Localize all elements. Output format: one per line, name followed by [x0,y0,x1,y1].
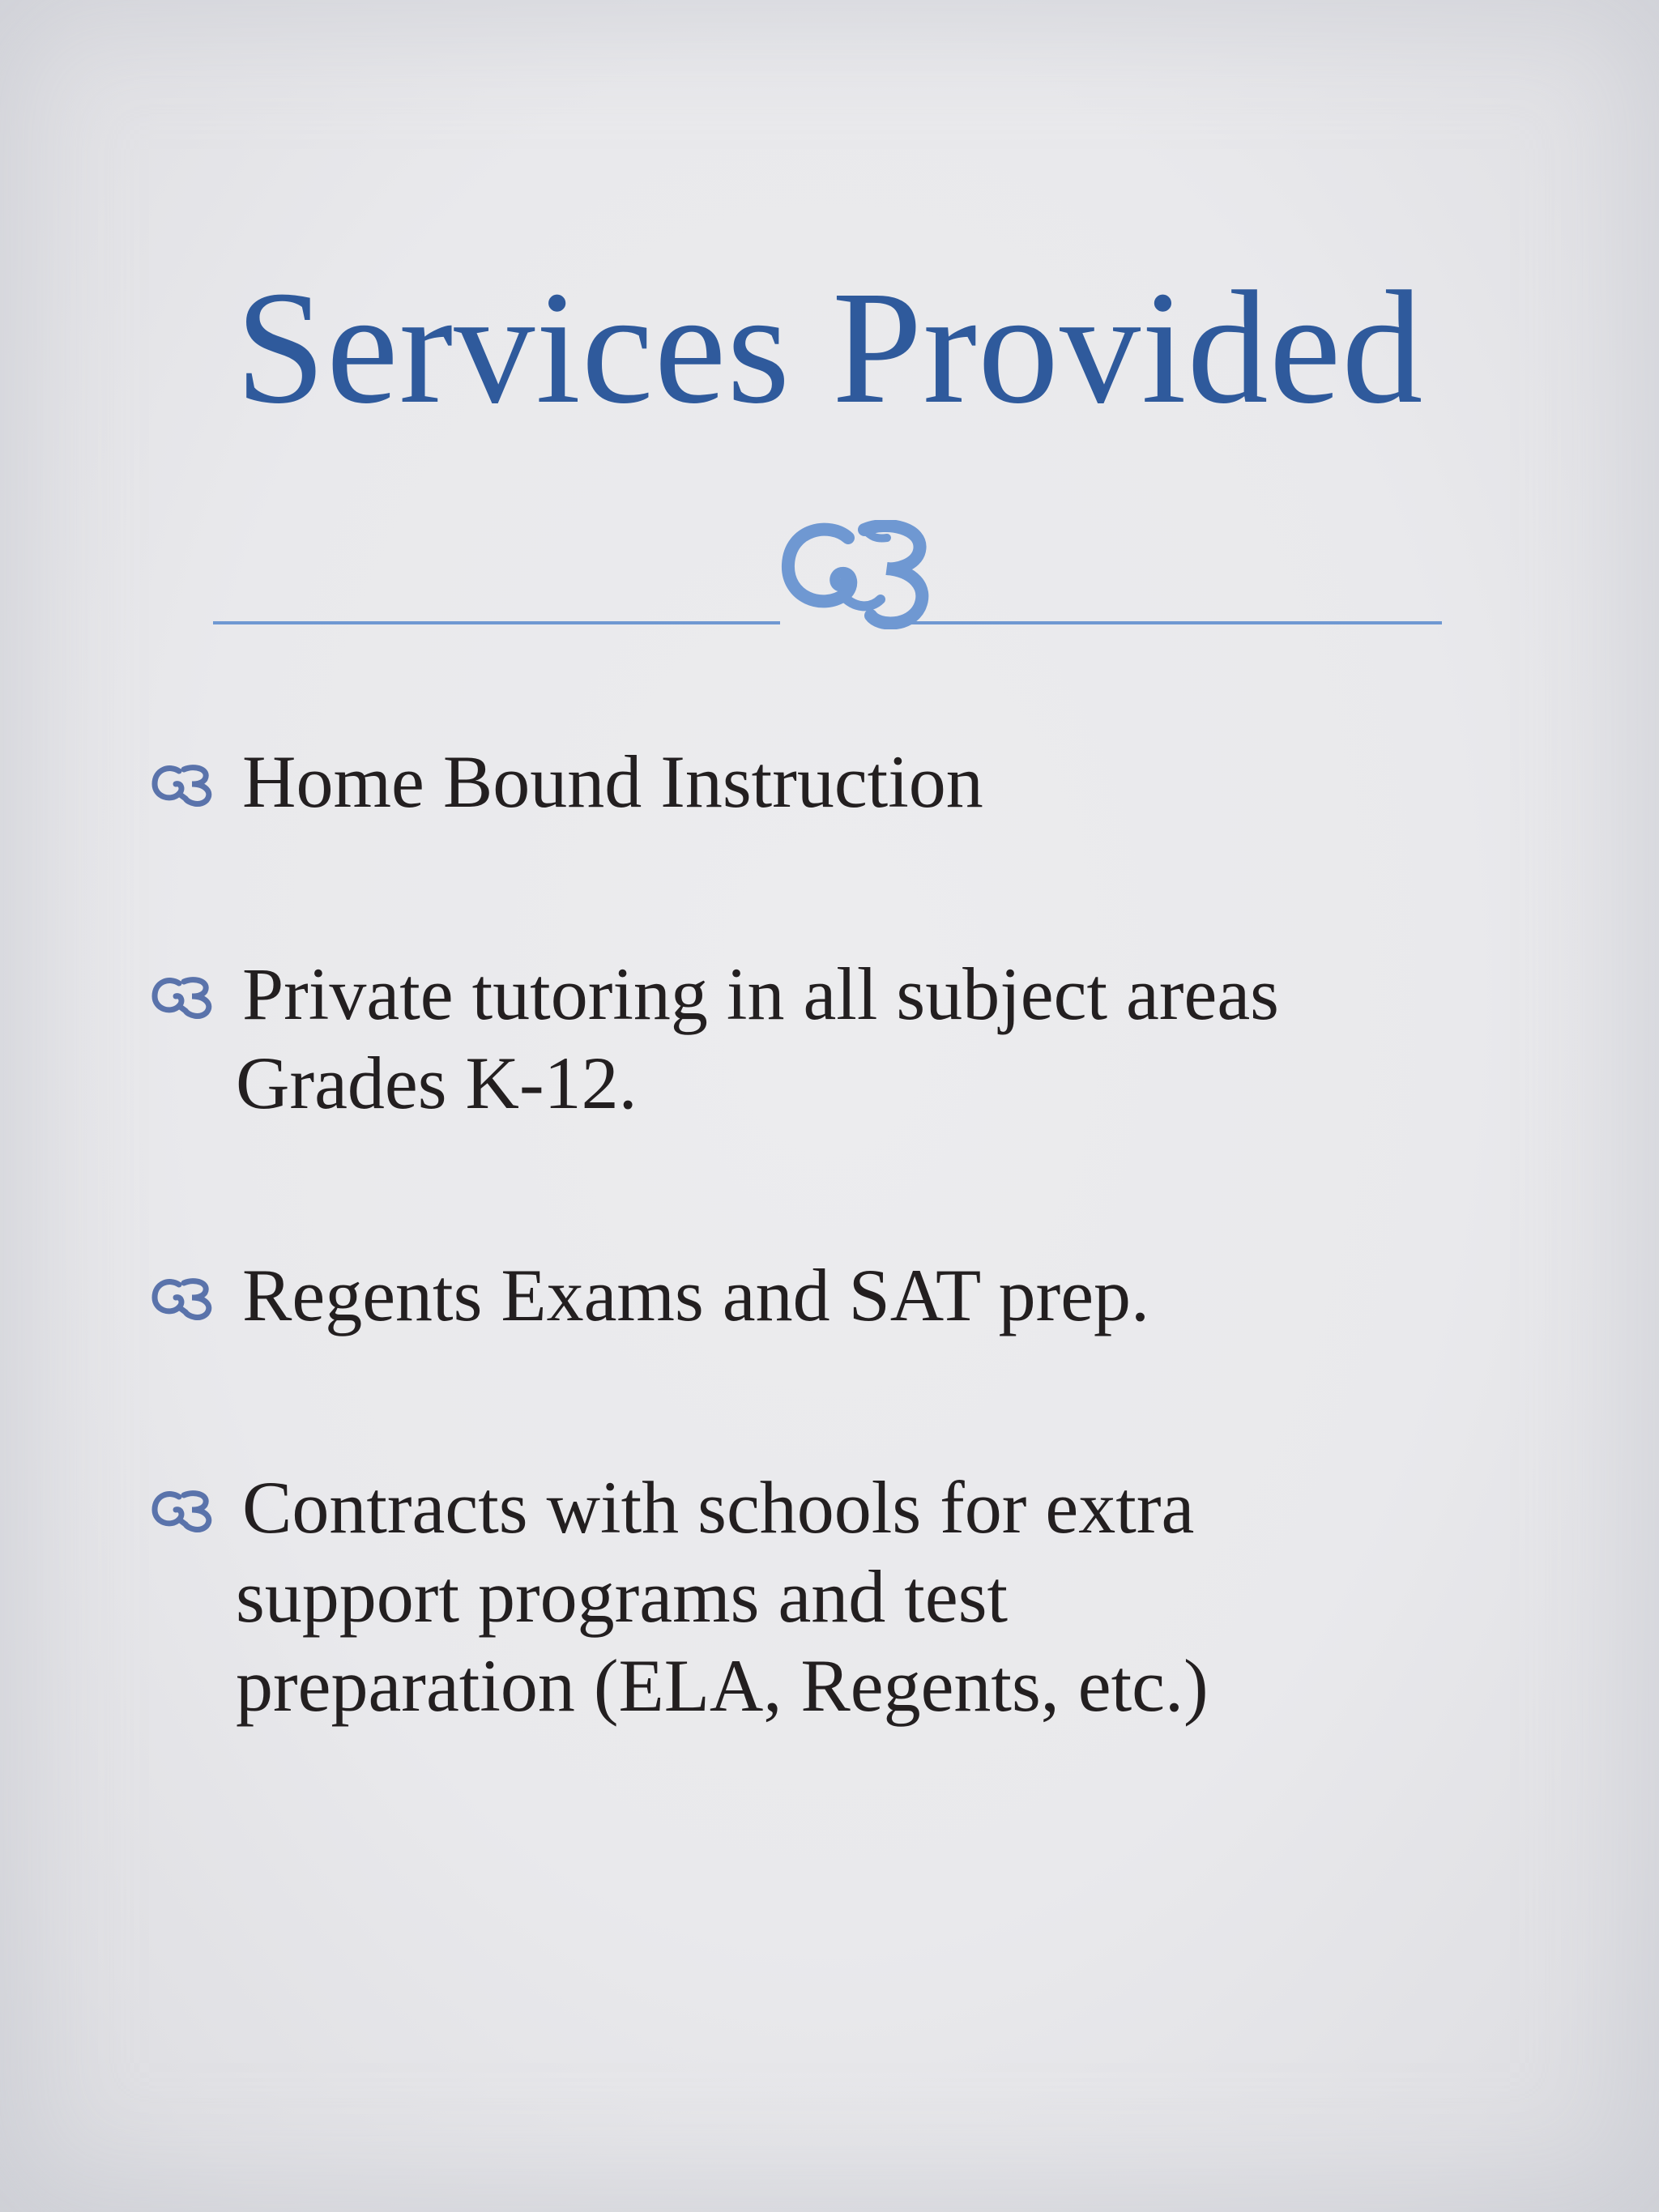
scroll-bullet-icon [148,760,223,808]
list-item-line: Home Bound Instruction [242,740,983,823]
scroll-bullet-icon [148,972,223,1021]
scroll-bullet-icon [148,1273,223,1322]
page-title: Services Provided [235,258,1424,437]
list-item-line: Grades K-12. [236,1042,638,1124]
list-item-text [236,737,1524,826]
list-item-line: Regents Exams and SAT prep. [242,1254,1150,1336]
list-item-text [236,1251,1524,1340]
list-item-line: Contracts with schools for extra [242,1466,1195,1549]
list-item-line: support programs and test [236,1555,1009,1638]
list-item-line: Private tutoring in all subject areas [242,953,1279,1035]
list-item-text [236,1463,1524,1730]
list-item-line: preparation (ELA, Regents, etc.) [236,1644,1209,1727]
scroll-bullet-icon [148,1485,223,1534]
list-item-text [236,949,1524,1127]
